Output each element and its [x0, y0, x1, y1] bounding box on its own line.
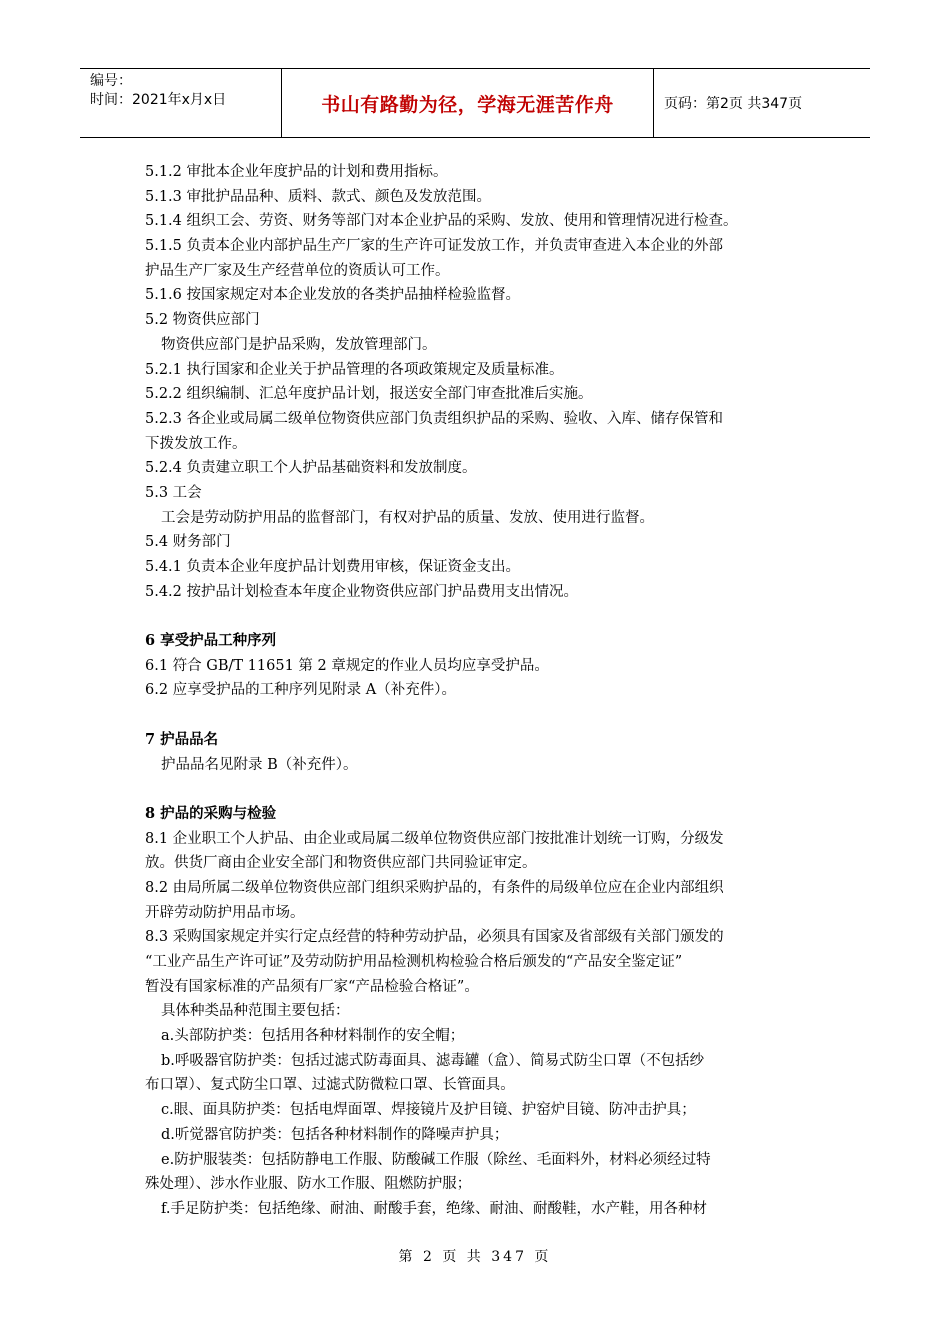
subsection-heading: 5.3 工会	[145, 484, 202, 501]
subsection-heading: 5.2 物资供应部门	[145, 312, 260, 329]
text-line: 5.4.1 负责本企业年度护品计划费用审核，保证资金支出。	[145, 559, 521, 575]
document-number-label: 编号：	[90, 73, 132, 89]
text-line: 5.2.2 组织编制、汇总年度护品计划，报送安全部门审查批准后实施。	[145, 386, 593, 403]
text-line: 工会是劳动防护用品的监督部门，有权对护品的质量、发放、使用进行监督。	[161, 509, 654, 526]
list-item: b.呼吸器官防护类：包括过滤式防毒面具、滤毒罐（盒）、简易式防尘口罩（不包括纱	[161, 1052, 705, 1069]
text-line: 暂没有国家标准的产品须有厂家“产品检验合格证”。	[145, 978, 479, 995]
header-motto-cell	[282, 69, 654, 137]
text-line: 5.1.6 按国家规定对本企业发放的各类护品抽样检验监督。	[145, 287, 521, 304]
page-footer: 第 2 页 共 347 页	[398, 1249, 552, 1265]
text-line: 5.2.4 负责建立职工个人护品基础资料和发放制度。	[145, 460, 477, 477]
page-header	[80, 68, 870, 138]
text-line: “工业产品生产许可证”及劳动防护用品检测机构检验合格后颁发的“产品安全鉴定证”	[145, 954, 683, 970]
text-line: 6.2 应享受护品的工种序列见附录 A（补充件）。	[145, 682, 456, 699]
text-line: 放。供货厂商由企业安全部门和物资供应部门共同验证审定。	[145, 855, 537, 872]
text-line: 6.1 符合 GB/T 11651 第 2 章规定的作业人员均应享受护品。	[145, 657, 549, 674]
text-line: 殊处理）、涉水作业服、防水工作服、阻燃防护服；	[145, 1176, 472, 1193]
subsection-heading: 5.4 财务部门	[145, 534, 231, 551]
text-line: 5.4.2 按护品计划检查本年度企业物资供应部门护品费用支出情况。	[145, 583, 579, 600]
list-item: f.手足防护类：包括绝缘、耐油、耐酸手套，绝缘、耐油、耐酸鞋，水产鞋，用各种材	[161, 1200, 707, 1217]
text-line: 5.1.5 负责本企业内部护品生产厂家的生产许可证发放工作，并负责审查进入本企业的外部	[145, 238, 723, 255]
text-line: 5.1.4 组织工会、劳资、财务等部门对本企业护品的采购、发放、使用和管理情况进行检查。	[145, 213, 738, 230]
header-motto: 书山有路勤为径，学海无涯苦作舟	[321, 93, 614, 116]
text-line: 5.2.3 各企业或局属二级单位物资供应部门负责组织护品的采购、验收、入库、储存保管和	[145, 410, 723, 427]
list-item: a.头部防护类：包括用各种材料制作的安全帽；	[161, 1028, 465, 1045]
list-item: c.眼、面具防护类：包括电焊面罩、焊接镜片及护目镜、护窑炉目镜、防冲击护具；	[161, 1102, 696, 1119]
header-page-info-cell	[654, 69, 870, 137]
text-line: 下拨发放工作。	[145, 435, 247, 452]
section-heading: 6 享受护品工种序列	[145, 632, 277, 650]
text-line: 5.1.3 审批护品品种、质料、款式、颜色及发放范围。	[145, 188, 492, 205]
section-heading: 7 护品品名	[145, 730, 219, 748]
header-page-info: 页码：第2页 共347页	[664, 96, 803, 112]
blank-line	[145, 777, 811, 802]
text-line: 5.1.2 审批本企业年度护品的计划和费用指标。	[145, 164, 448, 180]
text-line: 8.3 采购国家规定并实行定点经营的特种劳动护品，必须具有国家及省部级有关部门颁发的	[145, 929, 724, 946]
text-line: 具体种类品种范围主要包括：	[161, 1003, 350, 1020]
text-line: 8.1 企业职工个人护品、由企业或局属二级单位物资供应部门按批准计划统一订购，分级发	[145, 830, 724, 847]
text-line: 物资供应部门是护品采购，发放管理部门。	[161, 336, 437, 353]
blank-line	[145, 703, 811, 728]
list-item: d.听觉器官防护类：包括各种材料制作的降噪声护具；	[161, 1126, 509, 1143]
section-heading: 8 护品的采购与检验	[145, 804, 277, 822]
text-line: 开辟劳动防护用品市场。	[145, 904, 305, 921]
document-date: 时间：2021年x月x日	[90, 92, 227, 108]
text-line: 护品品名见附录 B（补充件）。	[161, 756, 358, 773]
text-line: 5.2.1 执行国家和企业关于护品管理的各项政策规定及质量标准。	[145, 361, 564, 378]
header-meta	[80, 69, 282, 137]
text-line: 布口罩）、复式防尘口罩、过滤式防微粒口罩、长管面具。	[145, 1077, 515, 1094]
list-item: e.防护服装类：包括防静电工作服、防酸碱工作服（除丝、毛面料外，材料必须经过特	[161, 1151, 711, 1168]
text-line: 护品生产厂家及生产经营单位的资质认可工作。	[145, 262, 450, 279]
document-body	[145, 160, 811, 1222]
text-line: 8.2 由局所属二级单位物资供应部门组织采购护品的，有条件的局级单位应在企业内部组织	[145, 879, 724, 896]
blank-line	[145, 604, 811, 629]
